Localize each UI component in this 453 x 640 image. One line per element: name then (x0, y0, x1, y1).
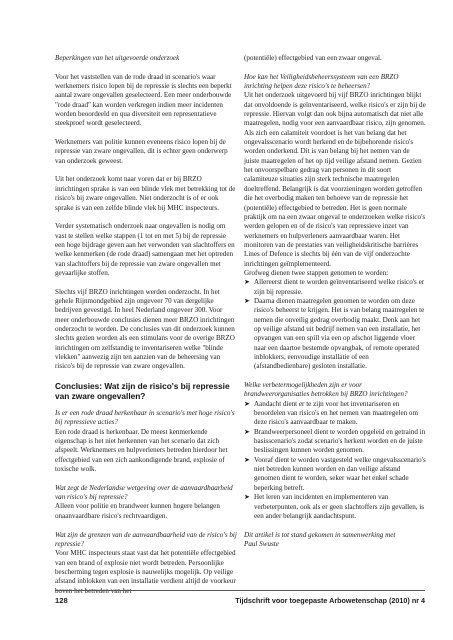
list-item (244, 428, 426, 456)
paragraph: Grofweg dienen twee stappen genomen te worden: (244, 268, 389, 277)
paragraph: Alleen voor politie en brandweer kunnen hogere belangen onaanvaardbare risico's rechtvaardigen. (55, 502, 220, 520)
arrow-bullet-icon: ➤ (244, 296, 250, 305)
arrow-bullet-icon: ➤ (244, 455, 250, 464)
list-item (244, 493, 426, 521)
list-item (244, 456, 426, 493)
paragraph: Uit het onderzoek komt naar voren dat er bij BRZO inrichtingen sprake is van een blinde vlek met betrekking tot de risico's bij zware ongevallen. Niet onderzocht is of er ook sprake is van een zelfde blinde vlek bij MHC inspecteurs. (55, 175, 236, 212)
footer-divider (55, 590, 425, 591)
list-item (244, 297, 426, 372)
journal-info: Tijdschrift voor toegepaste Arbowetenschap (2010) nr 4 (235, 596, 425, 605)
paragraph: Voor het vaststellen van de rode draad in scenario's waar werknemers risico lopen bij de repressie is slechts een beperkt aantal zware ongevallen geselecteerd. Een meer onderbouwde "rode draad" kan worden verkregen indien meer incidenten worden beoordeeld en qua diversiteit een representatieve steekproef wordt geselecteerd. (55, 72, 232, 128)
page-number: 128 (55, 596, 68, 605)
byline-author: Paul Swuste (244, 539, 279, 548)
byline-intro: Dit artikel is tot stand gekomen in samenwerking met (244, 530, 396, 539)
paragraph: Een rode draad is herkenbaar. De meest kenmerkende eigenschap is het niet herkennen van het scenario dat zich afspeelt. Werknemers en hulpverleners betreden hierdoor het effectgebied van een zich aankondigende brand, explosie of toxische wolk. (55, 427, 228, 474)
arrow-bullet-icon: ➤ (244, 427, 250, 436)
subheading-limitations: Beperkingen van het uitgevoerde onderzoek (55, 54, 180, 62)
list-item-text: Het leren van incidenten en implementeren van verbeterpunten, ook als er geen slachtoffers zijn gevallen, is een ander belangrijk aandachtspunt. (254, 493, 425, 520)
bullet-list-steps (244, 278, 426, 371)
arrow-bullet-icon: ➤ (244, 493, 250, 502)
right-column (244, 54, 426, 549)
section-heading-conclusions: Conclusies: Wat zijn de risico's bij repressie van zware ongevallen? (55, 381, 230, 402)
subheading-question: Wat zijn de grenzen van de aanvaardbaarheid van de risico's bij repressie? (55, 530, 237, 548)
arrow-bullet-icon: ➤ (244, 278, 250, 287)
left-column (55, 54, 237, 605)
list-item (244, 400, 426, 428)
list-item (244, 278, 426, 297)
subheading-question: Is er een rode draad herkenbaar in scenario's met hoge risico's bij repressieve acties? (55, 409, 235, 427)
subheading-question: Hoe kan het Veiligheidsbeheerssysteem van een BRZO inrichting helpen deze risico's te beheersen? (244, 72, 399, 91)
list-item-text: Vooraf dient te worden vastgesteld welke ongevalsscenario's niet betreden kunnen worden en dan veilige afstand genomen dient te worden, seker waar het enkel schade beperking betreft. (254, 455, 426, 492)
list-item-text: Daarna dienen maatregelen genomen te worden om deze risico's beheerst te krijgen. Het is van belang maatregelen te nemen die onveilig gedrag overbodig maakt. Denk aan het op veilige afstand uit bedrijf nemen van een installatie, het opvangen van een spill via een op afschot liggende vloer naar een daartoe bestemde opvangbak, of remote operated inblokkers, eenvoudige installatie of een (afstandbedienbare) gesloten installatie. (254, 296, 425, 371)
paragraph: Uit het onderzoek uitgevoerd bij vijf BRZO inrichtingen blijkt dat onvoldoende is geïnventariseerd, welke risico's er zijn bij de repressie. Hiervan volgt dan ook bijna automatisch dat niet alle maatregelen, nodig voor een aanvaardbaar risico, zijn genomen. Als zich een calamiteit voordoet is het van belang dat het ongevalsscenario wordt herkend en de bijbehorende risico's worden onderkend. Dit is van belang bij het nemen van de juiste maatregelen of het op tijd veilige afstand nemen. Gezien het onvoorspelbare gedrag van personen in dit soort calamiteuze situaties zijn sterk technische maatregelen doeltreffend. Belangrijk is dat voorzieningen worden getroffen die het overbodig maken ten behoeve van de repressie het (potentiële) effectgebied te betreden. Het is geen normale praktijk om na een zwaar ongeval te onderzoeken welke risico's werden gelopen en of de risico's van repressieve inzet van werknemers en hulpverleners aanvaardbaar waren. Het monitoren van de prestaties van veiligheidskritische barrières Lines of Defence is slechts bij één van de vijf onderzochte inrichtingen geïmplementeerd. (244, 91, 426, 268)
list-item-text: Aandacht dient er te zijn voor het inventariseren en beoordelen van risico's en het nemen van maatregelen om deze risico's aanvaardbaar te maken. (254, 399, 418, 427)
arrow-bullet-icon: ➤ (244, 399, 250, 408)
bullet-list-improvements (244, 400, 426, 521)
paragraph: Voor MHC inspecteurs staat vast dat het potentiële effectgebied van een brand of explosie niet wordt betreden. Persoonlijke bescherming tegen explosie is nauwelijks mogelijk. Op veilige afstand inblokken van een installatie verdient altijd de voorkeur boven het betreden van het (55, 549, 236, 595)
list-item-text: Allereerst dient te worden geïnventariseerd welke risico's er zijn bij repressie. (254, 278, 425, 296)
page-footer (0, 590, 453, 610)
paragraph: Slechts vijf BRZO inrichtingen werden onderzocht. In het gehele Rijnmondgebied zijn ongeveer 70 van dergelijke bedrijven gevestigd. In heel Nederland ongeveer 300. Voor meer onderbouwde conclusies dienen meer BRZO inrichtingen onderzocht te worden. De conclusies van dit onderzoek kunnen slechts gezien worden als een stimulans voor de overige BRZO inrichtingen om zelfstandig te inventariseren welke "blinde vlekken" aanwezig zijn ten aanzien van de beheersing van risico's bij de repressie van zware ongevallen. (55, 287, 235, 371)
paragraph: (potentiële) effectgebied van een zwaar ongeval. (244, 54, 382, 62)
subheading-question: Wat zegt de Nederlandse wetgeving over de aanvaardbaarheid van risico's bij repressie? (55, 483, 233, 502)
subheading-question: Welke verbetermogelijkheden zijn er voor brandweerorganisaties betrokken bij BRZO inrichtingen? (244, 381, 408, 399)
paragraph: Verder systematisch onderzoek naar ongevallen is nodig om vast te stellen welke stappen (1 tot en met 5) bij de repressie een hoge bijdrage geven aan het verwonden van slachtoffers en welke kenmerken (de rode draad) samengaan met het optreden van slachtoffers bij de repressie van zware ongevallen met gevaarlijke stoffen. (55, 222, 235, 277)
list-item-text: Brandweerpersoneel dient te worden opgeleid en getraind in basisscenario's zodat scenario's herkent worden en de juiste beslissingen kunnen worden genomen. (254, 427, 426, 455)
paragraph: Werknemers van politie kunnen eveneens risico lopen bij de repressie van zware ongevallen, dit is echter geen onderwerp van onderzoek geweest. (55, 138, 228, 165)
